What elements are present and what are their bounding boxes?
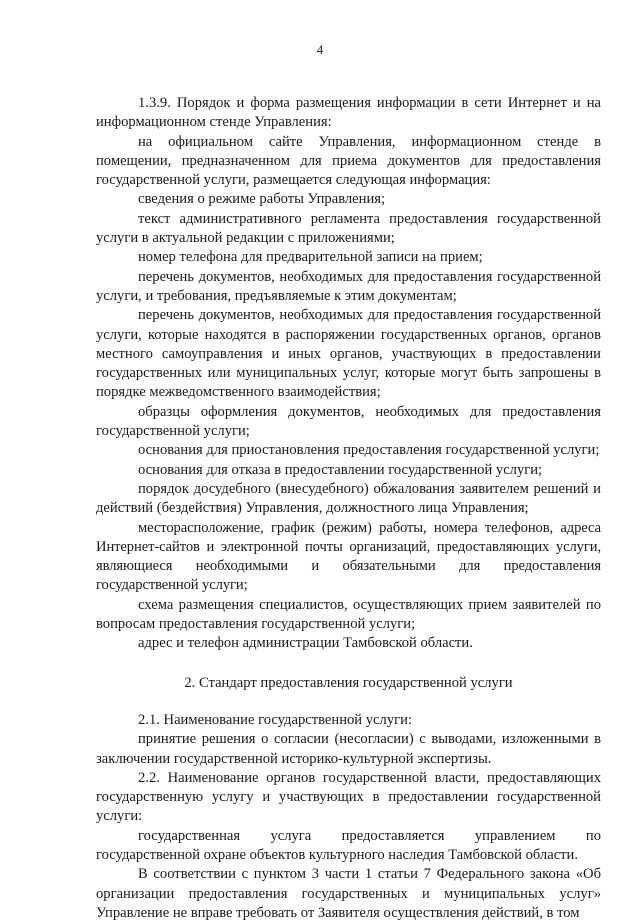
section-1-3-9-heading: 1.3.9. Порядок и форма размещения информации в сети Интернет и на информационном стенде Управления: xyxy=(96,95,601,131)
list-item: схема размещения специалистов, осуществляющих прием заявителей по вопросам предоставления государственной услуги; xyxy=(96,596,601,633)
section-2-2-heading: 2.2. Наименование органов государственной власти, предоставляющих государственную услугу и участвующих в предоставлении государственной услуги: xyxy=(96,769,601,825)
list-item: образцы оформления документов, необходимых для предоставления государственной услуги; xyxy=(96,403,601,440)
document-body xyxy=(96,94,601,923)
section-1-3-9-lead: на официальном сайте Управления, информационном стенде в помещении, предназначенном для приема документов для предоставления государственной услуги, размещается следующая информация: xyxy=(96,133,601,189)
list-item: текст административного регламента предоставления государственной услуги в актуальной редакции с приложениями; xyxy=(96,210,601,247)
page-number: 4 xyxy=(316,42,324,57)
list-item: основания для приостановления предоставления государственной услуги; xyxy=(138,442,600,459)
list-item: сведения о режиме работы Управления; xyxy=(138,191,386,208)
section-2-1-heading: 2.1. Наименование государственной услуги: xyxy=(138,711,412,728)
section-2-2-text: государственная услуга предоставляется управлением по государственной охране объектов культурного наследия Тамбовской области. xyxy=(96,827,601,863)
list-item: адрес и телефон администрации Тамбовской области. xyxy=(138,635,473,652)
list-item: перечень документов, необходимых для предоставления государственной услуги, которые находятся в распоряжении государственных органов, органов местного самоуправления и иных органов, участвующих в предоставлении государственных или муниципальных услуг, которые могут быть запрошены в порядке межведомственного взаимодействия; xyxy=(96,307,601,401)
list-item: основания для отказа в предоставлении государственной услуги; xyxy=(138,461,543,478)
list-item: номер телефона для предварительной записи на прием; xyxy=(138,249,483,266)
list-item: перечень документов, необходимых для предоставления государственной услуги, и требования, предъявляемые к этим документам; xyxy=(96,268,601,304)
section-2-1-text: принятие решения о согласии (несогласии) с выводами, изложенными в заключении государственной историко-культурной экспертизы. xyxy=(96,731,601,767)
law-reference-paragraph: В соответствии с пунктом 3 части 1 статьи 7 Федерального закона «Об организации предоставления государственных и муниципальных услуг» Управление не вправе требовать от Заявителя осуществления действий, в том xyxy=(96,866,601,921)
list-item: месторасположение, график (режим) работы, номера телефонов, адреса Интернет-сайтов и электронной почты организаций, предоставляющих услуги, являющиеся необходимыми и обязательными для предоставления государственной услуги; xyxy=(96,519,601,594)
section-2-title: 2. Стандарт предоставления государственной услуги xyxy=(184,674,513,691)
list-item: порядок досудебного (внесудебного) обжалования заявителем решений и действий (бездействия) Управления, должностного лица Управления; xyxy=(96,480,601,517)
